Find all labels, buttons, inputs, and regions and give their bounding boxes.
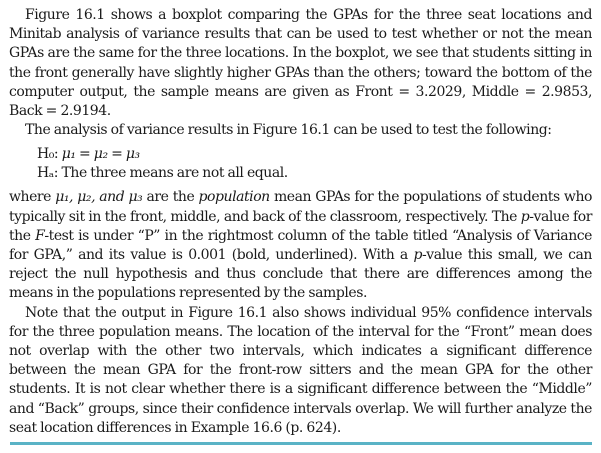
population-emphasis: population xyxy=(198,189,270,206)
mu-symbols: μ₁, μ₂, and μ₃ xyxy=(55,189,143,206)
null-hypothesis-equation: μ₁ = μ₂ = μ₃ xyxy=(61,146,140,163)
bottom-divider xyxy=(10,442,592,445)
pvalue-text-f: -value this small, we can reject the null hypothesis and thus conclude that there are differences among the means in the populations represented by the samples. xyxy=(9,247,592,302)
pvalue-text-e: -test is under “P” in the rightmost column of the table titled “Analysis of Variance for GPA,” and its value is 0.001 (bold, underlined). With a xyxy=(9,227,592,264)
pvalue-text-a: where xyxy=(9,189,56,206)
paragraph-test-intro: The analysis of variance results in Figure 16.1 can be used to test the following: xyxy=(25,122,552,139)
pvalue-text-c: mean GPAs for the populations of students who typically sit in the front, middle, and back of the classroom, respectively. The xyxy=(9,189,592,225)
null-hypothesis xyxy=(37,145,592,164)
alternative-hypothesis-label: Hₐ: xyxy=(37,165,58,182)
pvalue-text-d: -value for the xyxy=(9,208,592,244)
alternative-hypothesis xyxy=(37,164,592,183)
p-symbol: p xyxy=(520,208,530,225)
hypotheses-block xyxy=(37,145,592,183)
f-symbol: F xyxy=(35,227,45,244)
p-symbol-2: p xyxy=(413,247,423,264)
paragraph-intro: Figure 16.1 shows a boxplot comparing the GPAs for the three seat locations and Minitab analysis of variance results that can be used to test whether or not the mean GPAs are the same for the three locations. In the boxplot, we see that students sitting in the front generally have slightly higher GPAs than the others; toward the bottom of the computer output, the sample means are given as Front = 3.2029, Middle = 2.9853, Back = 2.9194. xyxy=(9,7,592,120)
paragraph-pvalue xyxy=(9,188,592,303)
paragraph-confidence-intervals: Note that the output in Figure 16.1 also shows individual 95% confidence intervals for the three population means. The location of the interval for the “Front” mean does not overlap with the other two intervals, which indicates a significant difference between the mean GPA for the front-row sitters and the mean GPA for the other students. It is not clear whether there is a significant difference between the “Middle” and “Back” groups, since their confidence intervals overlap. We will further analyze the seat location differences in Example 16.6 (p. 624). xyxy=(9,304,592,436)
pvalue-text-b: are the xyxy=(142,189,199,206)
null-hypothesis-label: H₀: xyxy=(37,146,59,163)
alternative-hypothesis-text: The three means are not all equal. xyxy=(61,165,288,182)
document-body xyxy=(9,6,592,438)
